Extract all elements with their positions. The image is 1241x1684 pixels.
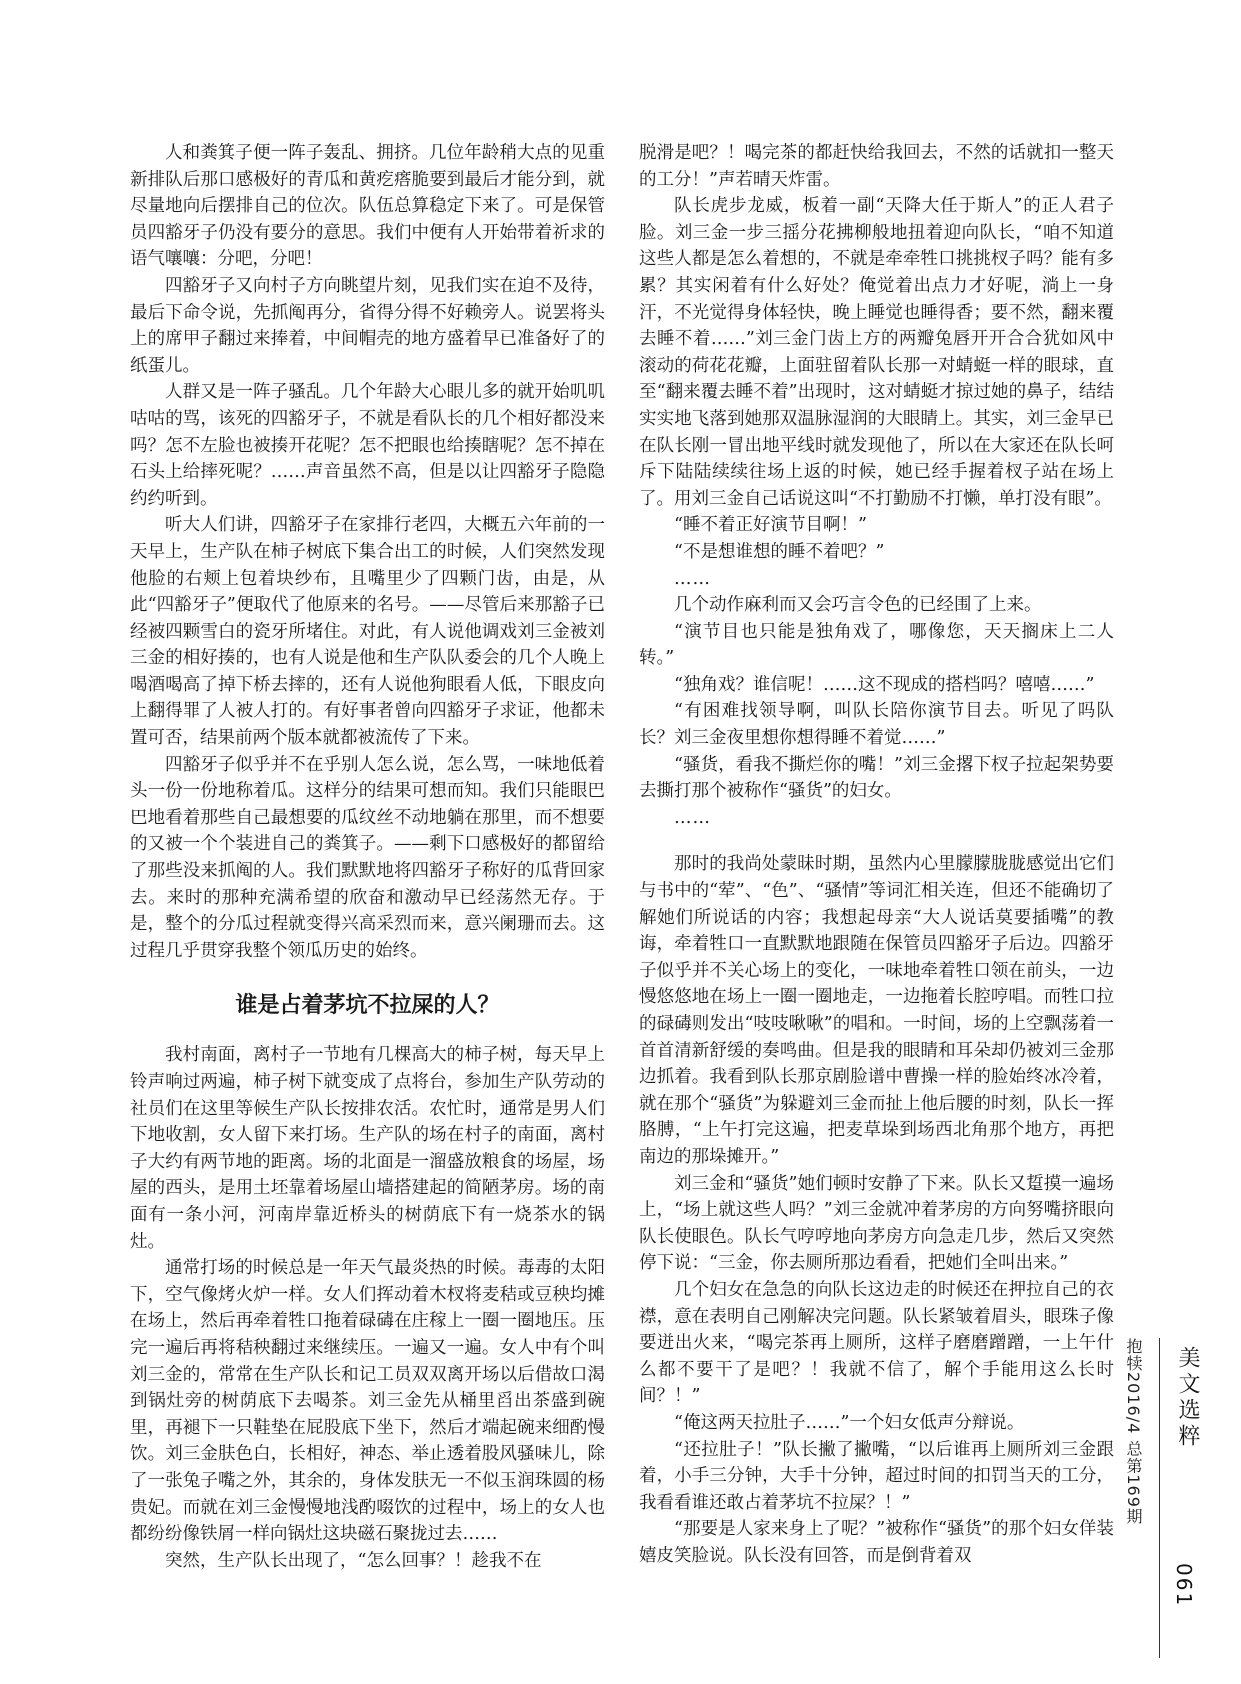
paragraph: 刘三金和“骚货”她们顿时安静了下来。队长又踅摸一遍场上，“场上就这些人吗？”刘三金就冲着茅房的方向努嘴挤眼向队长使眼色。队长气哼哼地向茅房方向急走几步，然后又突然停下说：“三金，你去厕所那边看看，把她们全叫出来。” <box>639 1173 1114 1274</box>
right-column <box>639 140 1114 1650</box>
paragraph: 队长虎步龙威，板着一副“天降大任于斯人”的正人君子脸。刘三金一步三摇分花拂柳般地扭着迎向队长，“咱不知道这些人都是怎么着想的，不就是牵牵牲口挑挑杈子吗？能有多累？其实闲着有什么好处？俺觉着出点力才好呢，淌上一身汗，不光觉得身体轻快，晚上睡觉也睡得香；要不然，翻来覆去睡不着……”刘三金门齿上方的两瓣兔唇开开合合犹如风中滚动的荷花花瓣，上面驻留着队长那一对蜻蜓一样的眼球，直至“翻来覆去睡不着”出现时，这对蜻蜓才掠过她的鼻子，结结实实地飞落到她那双温脉湿润的大眼睛上。其实，刘三金早已在队长刚一冒出地平线时就发现他了，所以在大家还在队长呵斥下陆陆续续往场上返的时候，她已经手握着杈子站在场上了。用刘三金自己话说这叫“不打勤励不打懒，单打没有眼”。 <box>639 196 1114 509</box>
paragraph: 我村南面，离村子一节地有几棵高大的柿子树，每天早上铃声响过两遍，柿子树下就变成了点将台，参加生产队劳动的社员们在这里等候生产队长按排农活。农忙时，通常是男人们下地收割，女人留下来打场。生产队的场在村子的南面，离村子大约有两节地的距离。场的北面是一溜盛放粮食的场屋，场屋的西头，是用土坯靠着场屋山墙搭建起的简陋茅房。场的南面有一条小河，河南岸靠近桥头的树荫底下有一烧茶水的锅灶。 <box>130 1045 605 1252</box>
paragraph: …… <box>674 568 711 589</box>
paragraph: 几个妇女在急急的向队长这边走的时候还在押拉自己的衣襟，意在表明自己刚解决完问题。队长紧皱着眉头，眼珠子像要迸出火来，“喝完茶再上厕所，这样子磨磨蹭蹭，一上午什么都不要干了是吧？！我就不信了，解个手能用这么长时间？！” <box>639 1279 1114 1407</box>
paragraph: “演节目也只能是独角戏了，哪像您，天天搁床上二人转。” <box>639 621 1114 669</box>
left-text-block-2 <box>130 1042 605 1574</box>
section-heading: 谁是占着茅坑不拉屎的人？ <box>235 993 500 1019</box>
paragraph: 人群又是一阵子骚乱。几个年龄大心眼儿多的就开始叽叽咕咕的骂，该死的四豁牙子，不就是看队长的几个相好都没来吗？怎不左脸也被揍开花呢？怎不把眼也给揍瞎呢？怎不掉在石头上给摔死呢？……声音虽然不高，但是以让四豁牙子隐隐约约听到。 <box>130 382 605 509</box>
magazine-issue-info: 抱犊2016/4 总第169期 <box>1124 1338 1143 1525</box>
paragraph: “有困难找领导啊，叫队长陪你演节目去。听见了吗队长？刘三金夜里想你想得睡不着觉……” <box>639 701 1114 749</box>
left-column <box>130 140 605 1650</box>
column-brand: 美文选粹 <box>1175 1346 1200 1450</box>
paragraph: 四豁牙子又向村子方向眺望片刻，见我们实在迫不及待，最后下命令说，先抓阄再分，省得分得不好赖旁人。说罢将头上的席甲子翻过来捧着，中间帽壳的地方盛着早已准备好了的纸蛋儿。 <box>130 275 605 376</box>
page-number: 061 <box>1172 1563 1196 1608</box>
paragraph: 突然，生产队长出现了，“怎么回事？！趁我不在 <box>165 1550 542 1571</box>
paragraph: 听大人们讲，四豁牙子在家排行老四，大概五六年前的一天早上，生产队在柿子树底下集合出工的时候，人们突然发现他脸的右颊上包着块纱布，且嘴里少了四颗门齿，由是，从此“四豁牙子”便取代了他原来的名号。——尽管后来那豁子已经被四颗雪白的瓷牙所堵住。对此，有人说他调戏刘三金被刘三金的相好揍的，也有人说是他和生产队队委会的几个人晚上喝酒喝高了掉下桥去摔的，还有人说他狗眼看人低，下眼皮向上翻得罪了人被人打的。有好事者曾向四豁牙子求证，他都未置可否，结果前两个版本就都被流传了下来。 <box>130 515 605 749</box>
paragraph: 脱滑是吧？！喝完茶的都赶快给我回去，不然的话就扣一整天的工分！”声若晴天炸雷。 <box>639 143 1114 190</box>
paragraph: …… <box>674 807 711 828</box>
paragraph: 几个动作麻利而又会巧言令色的已经围了上来。 <box>674 595 1042 616</box>
paragraph: 通常打场的时候总是一年天气最炎热的时候。毒毒的太阳下，空气像烤火炉一样。女人们挥动着木杈将麦秸或豆秧均摊在场上，然后再牵着牲口拖着碌碡在庄稼上一圈一圈地压。压完一遍后再将秸秧翻过来继续压。一遍又一遍。女人中有个叫刘三金的，常常在生产队长和记工员双双离开场以后借故口渴到锅灶旁的树荫底下去喝茶。刘三金先从桶里舀出茶盛到碗里，再褪下一只鞋垫在屁股底下坐下，然后才端起碗来细酌慢饮。刘三金肤色白，长相好，神态、举止透着股风骚味儿，除了一张兔子嘴之外，其余的，身体发肤无一不似玉润珠圆的杨贵妃。而就在刘三金慢慢地浅酌啜饮的过程中，场上的女人也都纷纷像铁屑一样向锅灶这块磁石聚拢过去…… <box>130 1258 605 1545</box>
section-gap <box>639 831 1114 851</box>
column-brand-box <box>1159 1338 1204 1658</box>
paragraph: “还拉肚子！”队长撇了撇嘴，“以后谁再上厕所刘三金跟着，小手三分钟，大手十分钟，超过时间的扣罚当天的工分，我看看谁还敢占着茅坑不拉屎？！” <box>639 1439 1114 1513</box>
paragraph: “俺这两天拉肚子……”一个妇女低声分辩说。 <box>674 1412 1025 1433</box>
paragraph: “睡不着正好演节目啊！” <box>674 515 867 536</box>
paragraph: 那时的我尚处蒙昧时期，虽然内心里朦朦胧胧感觉出它们与书中的“荤”、“色”、“骚情”等词汇相关连，但还不能确切了解她们所说话的内容；我想起母亲“大人说话莫要插嘴”的教诲，牵着牲口一直默默地跟随在保管员四豁牙子后边。四豁牙子似乎并不关心场上的变化，一味地牵着牲口领在前头，一边慢悠悠地在场上一圈一圈地走，一边拖着长腔哼唱。而牲口拉的碌碡则发出“吱吱啾啾”的唱和。一时间，场的上空飘荡着一首首清新舒缓的奏鸣曲。但是我的眼睛和耳朵却仍被刘三金那边抓着。我看到队长那京剧脸谱中曹操一样的脸始终冰冷着，就在那个“骚货”为躲避刘三金而扯上他后腰的时刻，队长一挥胳膊，“上午打完这遍，把麦草垛到场西北角那个地方，再把南边的那垛摊开。” <box>639 854 1114 1167</box>
paragraph: “骚货，看我不撕烂你的嘴！”刘三金撂下杈子拉起架势要去撕打那个被称作“骚货”的妇女。 <box>639 754 1114 802</box>
paragraph: “那要是人家来身上了呢？”被称作“骚货”的那个妇女佯装嬉皮笑脸说。队长没有回答，而是倒背着双 <box>639 1519 1114 1566</box>
paragraph: 人和粪箕子便一阵子轰乱、拥挤。几位年龄稍大点的见重新排队后那口感极好的青瓜和黄疙瘩脆要到最后才能分到，就尽量地向后摆排自己的位次。队伍总算稳定下来了。可是保管员四豁牙子仍没有要分的意思。我们中便有人开始带着祈求的语气嚷嚷：分吧，分吧！ <box>130 143 605 270</box>
paragraph: 四豁牙子似乎并不在乎别人怎么说，怎么骂，一味地低着头一份一份地称着瓜。这样分的结果可想而知。我们只能眼巴巴地看着那些自己最想要的瓜纹丝不动地躺在那里，而不想要的又被一个个装进自己的粪箕子。——剩下口感极好的都留给了那些没来抓阄的人。我们默默地将四豁牙子称好的瓜背回家去。来时的那种充满希望的欣奋和激动早已经荡然无存。于是，整个的分瓜过程就变得兴高采烈而来，意兴阑珊而去。这过程几乎贯穿我整个领瓜历史的始终。 <box>130 754 605 961</box>
paragraph: “独角戏？谁信呢！……这不现成的搭档吗？嘻嘻……” <box>674 674 1095 695</box>
paragraph: “不是想谁想的睡不着吧？” <box>674 541 885 562</box>
page-sidebar <box>1121 1338 1221 1668</box>
left-text-block <box>130 140 605 964</box>
